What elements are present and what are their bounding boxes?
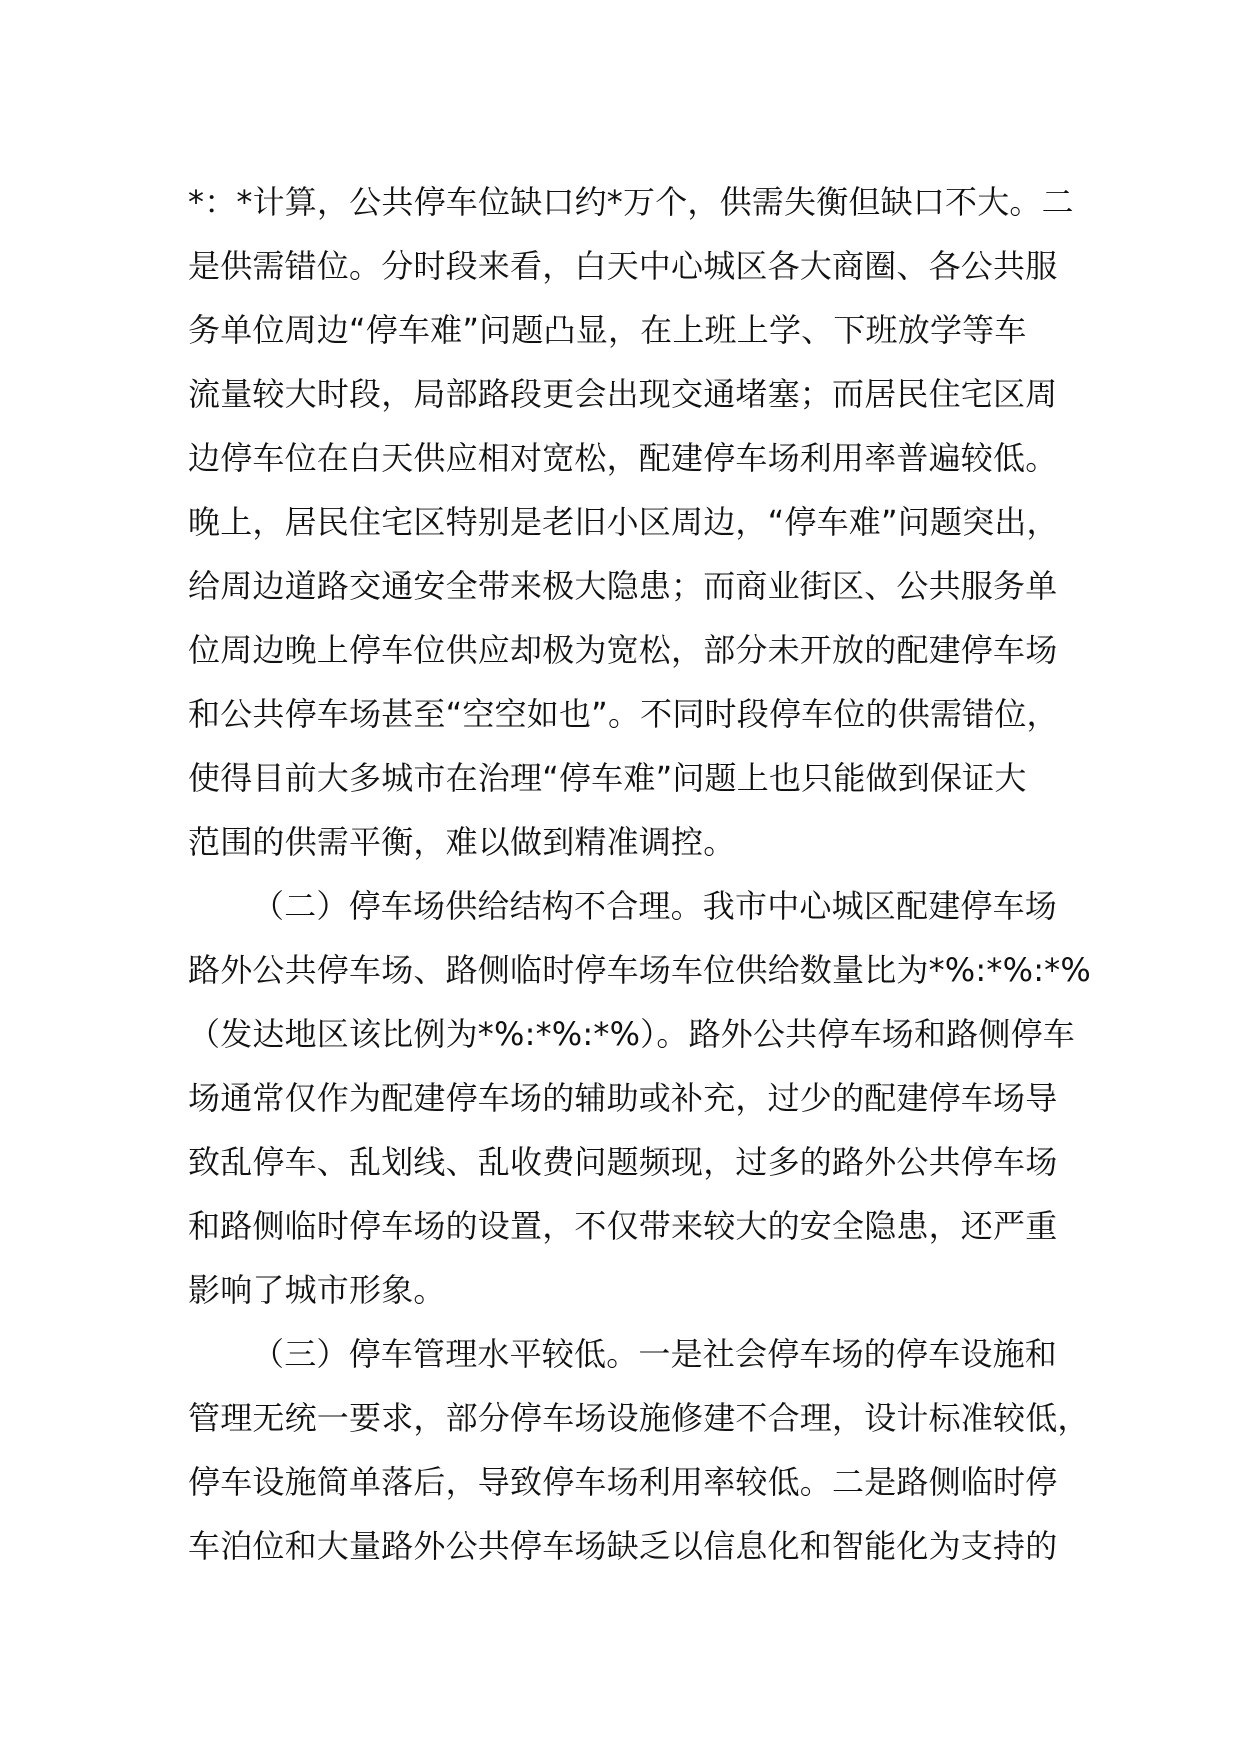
paragraph-line: 流量较大时段，局部路段更会出现交通堵塞；而居民住宅区周	[188, 375, 1058, 413]
paragraph-line: 给周边道路交通安全带来极大隐患；而商业街区、公共服务单	[188, 567, 1058, 605]
paragraph-line: 务单位周边“停车难”问题凸显，在上班上学、下班放学等车	[188, 311, 1027, 349]
paragraph-line: 致乱停车、乱划线、乱收费问题频现，过多的路外公共停车场	[188, 1143, 1058, 1181]
paragraph-line: 车泊位和大量路外公共停车场缺乏以信息化和智能化为支持的	[188, 1527, 1058, 1565]
paragraph-line: 影响了城市形象。	[188, 1271, 446, 1309]
paragraph-line: 位周边晚上停车位供应却极为宽松，部分未开放的配建停车场	[188, 631, 1058, 669]
paragraph-line: 是供需错位。分时段来看，白天中心城区各大商圈、各公共服	[188, 247, 1058, 285]
document-body	[188, 170, 1091, 1578]
paragraph-line: 和公共停车场甚至“空空如也”。不同时段停车位的供需错位，	[188, 695, 1059, 733]
paragraph-line: 管理无统一要求，部分停车场设施修建不合理，设计标准较低，	[188, 1399, 1090, 1437]
paragraph-line: 晚上，居民住宅区特别是老旧小区周边，“停车难”问题突出，	[188, 503, 1059, 541]
paragraph-line: 和路侧临时停车场的设置，不仅带来较大的安全隐患，还严重	[188, 1207, 1058, 1245]
paragraph-line: *：*计算，公共停车位缺口约*万个，供需失衡但缺口不大。二	[188, 183, 1074, 221]
section-heading-line: （二）停车场供给结构不合理。我市中心城区配建停车场	[252, 887, 1058, 925]
section-heading-line: （三）停车管理水平较低。一是社会停车场的停车设施和	[252, 1335, 1058, 1373]
paragraph-line: 路外公共停车场、路侧临时停车场车位供给数量比为*%:*%:*%	[188, 951, 1091, 989]
paragraph-line: 边停车位在白天供应相对宽松，配建停车场利用率普遍较低。	[188, 439, 1058, 477]
paragraph-line: 场通常仅作为配建停车场的辅助或补充，过少的配建停车场导	[188, 1079, 1058, 1117]
paragraph-line: 范围的供需平衡，难以做到精准调控。	[188, 823, 736, 861]
paragraph-line: 使得目前大多城市在治理“停车难”问题上也只能做到保证大	[188, 759, 1027, 797]
paragraph-line: （发达地区该比例为*%:*%:*%）。路外公共停车场和路侧停车	[188, 1015, 1075, 1053]
paragraph-line: 停车设施简单落后，导致停车场利用率较低。二是路侧临时停	[188, 1463, 1058, 1501]
